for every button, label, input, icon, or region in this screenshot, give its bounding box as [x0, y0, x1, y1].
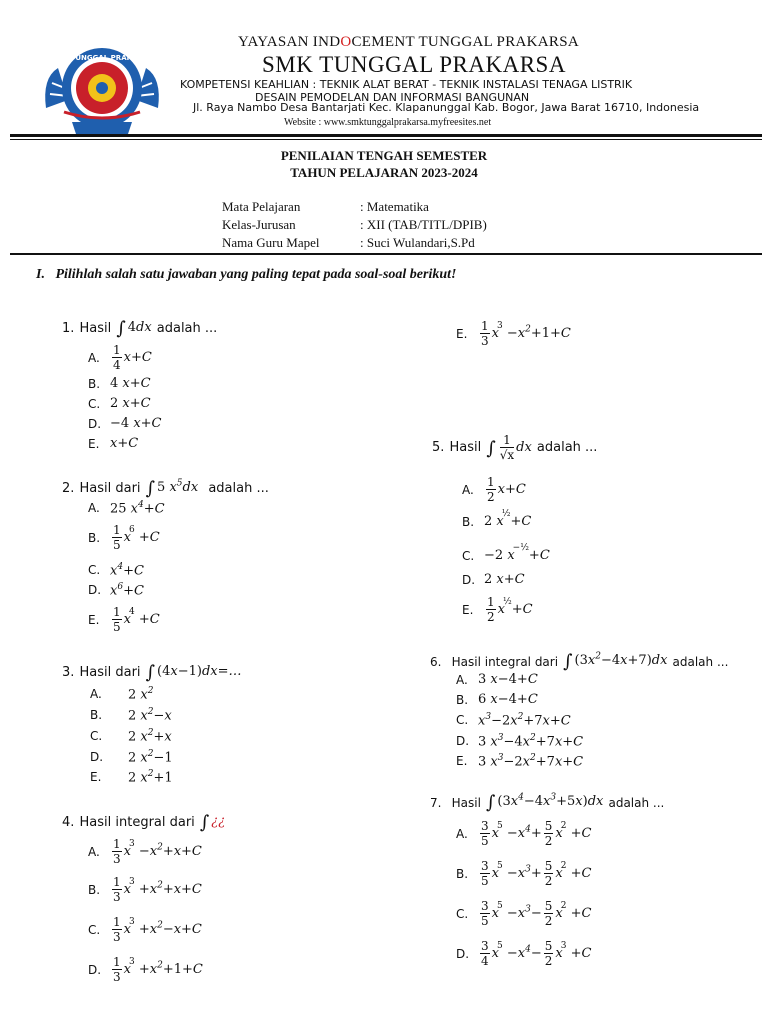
option-formula: $\frac{1}{3}$ $x^3 +x^2+x+C$ — [113, 875, 202, 904]
option-formula: 3 $x^3-4x^2+7x+C$ — [478, 733, 584, 750]
info-value: : Suci Wulandari,S.Pd — [360, 235, 475, 250]
section-instruction — [36, 267, 456, 283]
option-formula: 2 $x^2-1$ — [128, 749, 173, 766]
exam-info — [222, 198, 487, 252]
option-letter: D. — [88, 583, 102, 598]
option-formula: 25 $x^4+C$ — [110, 500, 165, 517]
header-rule-thick — [10, 134, 762, 137]
question-formula: ∫ ¿¿ — [199, 812, 226, 833]
question-text: adalah ... — [608, 795, 665, 810]
option-formula: $\frac{1}{5}$ $x^6 +C$ — [113, 523, 160, 552]
option-formula: $\frac{1}{2}$ x+C — [487, 475, 526, 504]
option-letter: E. — [88, 612, 100, 627]
address-line: Jl. Raya Nambo Desa Bantarjati Kec. Klapanunggal Kab. Bogor, Jawa Barat 16710, Indonesia — [193, 101, 700, 114]
question-text: adalah ... — [156, 321, 218, 336]
question-number: 6. — [430, 654, 442, 669]
option-letter: B. — [88, 882, 101, 897]
option-letter: B. — [456, 692, 469, 707]
option-formula: $\frac{1}{2}$ $x^{\frac{1}{2}}+C$ — [487, 595, 533, 624]
option[interactable] — [88, 416, 162, 431]
question-number: 1. — [62, 321, 75, 336]
option[interactable] — [456, 320, 571, 347]
option[interactable] — [88, 344, 152, 371]
option[interactable] — [88, 436, 138, 451]
option-letter: E. — [90, 770, 102, 785]
question-text: adalah ... — [536, 440, 598, 455]
option-formula: x+C — [110, 436, 139, 451]
option[interactable] — [88, 524, 160, 551]
question-formula: ∫ $\frac{1}{√x}$ dx — [486, 433, 532, 462]
option[interactable] — [88, 916, 202, 943]
option-formula: 3 $x^3-2x^2+7x+C$ — [478, 753, 584, 770]
option-formula: $\frac{1}{3}$ $x^3 +x^2+1+C$ — [113, 955, 203, 984]
question-formula: ∫ 4dx — [116, 318, 152, 339]
exam-title-2: TAHUN PELAJARAN 2023-2024 — [290, 165, 478, 180]
exam-title — [0, 147, 768, 181]
option-formula: 4 x+C — [110, 376, 151, 391]
option-letter: D. — [462, 572, 476, 587]
option[interactable] — [90, 769, 173, 785]
question-text: Hasil integral dari — [79, 815, 195, 830]
option-formula: −4 x+C — [110, 416, 162, 431]
option-formula: $x^3-2x^2+7x+C$ — [478, 712, 571, 729]
option-formula: $\frac{1}{3}$ $x^3 -x^2+1+C$ — [481, 319, 571, 348]
option-letter: C. — [462, 548, 475, 563]
option-formula: $x^6+C$ — [110, 582, 144, 599]
info-rule — [10, 253, 762, 255]
option[interactable] — [88, 396, 151, 411]
option-letter: C. — [88, 922, 101, 937]
option[interactable] — [462, 572, 525, 587]
option[interactable] — [456, 733, 583, 749]
option-letter: E. — [456, 326, 468, 341]
question-text: Hasil dari — [79, 481, 141, 496]
option-formula: $\frac{1}{4}$ x+C — [113, 343, 152, 372]
option-formula: 2 $x^2+1$ — [128, 769, 173, 786]
option[interactable] — [90, 707, 172, 723]
option-letter: D. — [88, 962, 102, 977]
option[interactable] — [88, 838, 202, 865]
info-label: Nama Guru Mapel — [222, 235, 320, 250]
question-7 — [430, 792, 664, 813]
school-logo — [38, 38, 166, 138]
option-letter: D. — [90, 750, 104, 765]
option-letter: D. — [456, 946, 470, 961]
option-letter: A. — [88, 501, 100, 516]
info-row — [222, 216, 487, 234]
option-letter: D. — [88, 416, 102, 431]
option[interactable] — [456, 753, 583, 769]
option-letter: A. — [456, 826, 468, 841]
option-formula: 2 $x^2$ — [128, 686, 154, 703]
question-number: 2. — [62, 481, 75, 496]
option-formula: $x^4+C$ — [110, 562, 144, 579]
competency-line: KOMPETENSI KEAHLIAN : TEKNIK ALAT BERAT - TEKNIK INSTALASI TENAGA LISTRIK — [180, 78, 633, 91]
option[interactable] — [456, 712, 571, 728]
info-value: : XII (TAB/TITL/DPIB) — [360, 217, 487, 232]
option[interactable] — [456, 820, 591, 847]
option[interactable] — [90, 749, 173, 765]
option[interactable] — [456, 900, 591, 927]
question-text: Hasil dari — [79, 665, 141, 680]
option-letter: E. — [456, 754, 468, 769]
option-letter: B. — [462, 514, 475, 529]
question-number: 5. — [432, 440, 445, 455]
option-letter: C. — [456, 713, 469, 728]
option[interactable] — [88, 956, 203, 983]
option-letter: B. — [88, 530, 101, 545]
header-rule-thin — [10, 139, 762, 140]
option-letter: C. — [456, 906, 469, 921]
question-formula: ∫ $(3x^2-4x+7)dx$ — [563, 651, 668, 672]
section-number: I. — [36, 267, 45, 282]
question-text: Hasil — [451, 795, 481, 810]
option[interactable] — [90, 728, 172, 744]
question-text: Hasil integral dari — [451, 654, 559, 669]
option[interactable] — [90, 686, 153, 702]
option-letter: C. — [90, 729, 103, 744]
logo-text: SMK TUNGGAL PRAKARSA — [50, 54, 154, 62]
option-formula: 2 $x^{\frac{1}{2}}+C$ — [484, 509, 532, 529]
question-text: Hasil — [79, 321, 112, 336]
option-formula: $\frac{3}{5}$ $x^5 -x^3+$ $\frac{5}{2}$ $x^2 +C$ — [481, 859, 592, 888]
option[interactable] — [462, 543, 550, 563]
option-formula: $\frac{1}{5}$ $x^4 +C$ — [113, 605, 160, 634]
accent-letter: O — [340, 34, 352, 50]
foundation-name: YAYASAN INDOCEMENT TUNGGAL PRAKARSA — [238, 34, 579, 50]
question-2 — [62, 478, 269, 499]
option-formula: 2 x+C — [484, 572, 525, 587]
option[interactable] — [462, 476, 526, 503]
question-number: 4. — [62, 815, 75, 830]
option-formula: 3 x−4+C — [478, 672, 538, 687]
option[interactable] — [88, 562, 144, 578]
option[interactable] — [88, 376, 151, 391]
question-text: adalah ... — [672, 654, 729, 669]
garbled-formula: ¿¿ — [211, 814, 226, 829]
option-letter: A. — [90, 687, 102, 702]
option-letter: D. — [456, 734, 470, 749]
question-number: 3. — [62, 665, 75, 680]
question-1 — [62, 318, 217, 339]
option[interactable] — [88, 606, 160, 633]
option-formula: 6 x−4+C — [478, 692, 538, 707]
question-5 — [432, 434, 597, 461]
option-letter: B. — [88, 376, 101, 391]
question-number: 7. — [430, 795, 442, 810]
info-value: : Matematika — [360, 199, 429, 214]
question-4 — [62, 812, 225, 833]
option[interactable] — [456, 860, 591, 887]
option-letter: C. — [88, 396, 101, 411]
option[interactable] — [456, 692, 538, 707]
option-letter: B. — [90, 708, 103, 723]
option-letter: C. — [88, 563, 101, 578]
option-letter: B. — [456, 866, 469, 881]
option[interactable] — [456, 672, 538, 687]
info-row — [222, 198, 487, 216]
option-formula: 2 x+C — [110, 396, 151, 411]
question-text: adalah ... — [208, 481, 269, 496]
question-text: Hasil — [449, 440, 482, 455]
option-letter: E. — [88, 436, 100, 451]
exam-title-1: PENILAIAN TENGAH SEMESTER — [280, 148, 488, 163]
option[interactable] — [456, 940, 591, 967]
option-letter: A. — [456, 672, 468, 687]
option-formula: $\frac{1}{3}$ $x^3 +x^2-x+C$ — [113, 915, 202, 944]
option-letter: A. — [88, 350, 100, 365]
question-3 — [62, 662, 242, 683]
question-6 — [430, 651, 728, 672]
question-formula: ∫ (4x−1)dx=… — [145, 662, 242, 683]
info-label: Mata Pelajaran — [222, 199, 301, 214]
option[interactable] — [88, 582, 144, 598]
option-formula: $\frac{3}{4}$ $x^5 -x^4-$ $\frac{5}{2}$ $x^3 +C$ — [481, 939, 592, 968]
info-label: Kelas-Jurusan — [222, 217, 296, 232]
option-formula: $\frac{3}{5}$ $x^5 -x^3-$ $\frac{5}{2}$ $x^2 +C$ — [481, 899, 592, 928]
option[interactable] — [88, 500, 165, 516]
option-formula: $\frac{1}{3}$ $x^3 -x^2+x+C$ — [113, 837, 202, 866]
option[interactable] — [462, 596, 533, 623]
option-letter: A. — [88, 844, 100, 859]
option-formula: −2 $x^{-\frac{1}{2}}+C$ — [484, 543, 550, 563]
option-formula: 2 $x^2+x$ — [128, 728, 172, 745]
question-formula: ∫ 5 $x^5dx$ — [145, 478, 199, 499]
option-letter: E. — [462, 602, 474, 617]
option[interactable] — [462, 509, 532, 529]
school-name: SMK TUNGGAL PRAKARSA — [262, 52, 566, 77]
option[interactable] — [88, 876, 202, 903]
question-formula: ∫ $(3x^4-4x^3+5x)dx$ — [486, 792, 604, 813]
competency-line-2: DESAIN PEMODELAN DAN INFORMASI BANGUNAN — [255, 91, 530, 104]
info-row — [222, 234, 487, 252]
option-formula: $\frac{3}{5}$ $x^5 -x^4+$ $\frac{5}{2}$ $x^2 +C$ — [481, 819, 592, 848]
option-letter: A. — [462, 482, 474, 497]
option-formula: 2 $x^2-x$ — [128, 707, 172, 724]
website-line: Website : www.smktunggalprakarsa.myfreesites.net — [284, 117, 492, 128]
instruction-text: Pilihlah salah satu jawaban yang paling tepat pada soal-soal berikut! — [55, 267, 457, 282]
